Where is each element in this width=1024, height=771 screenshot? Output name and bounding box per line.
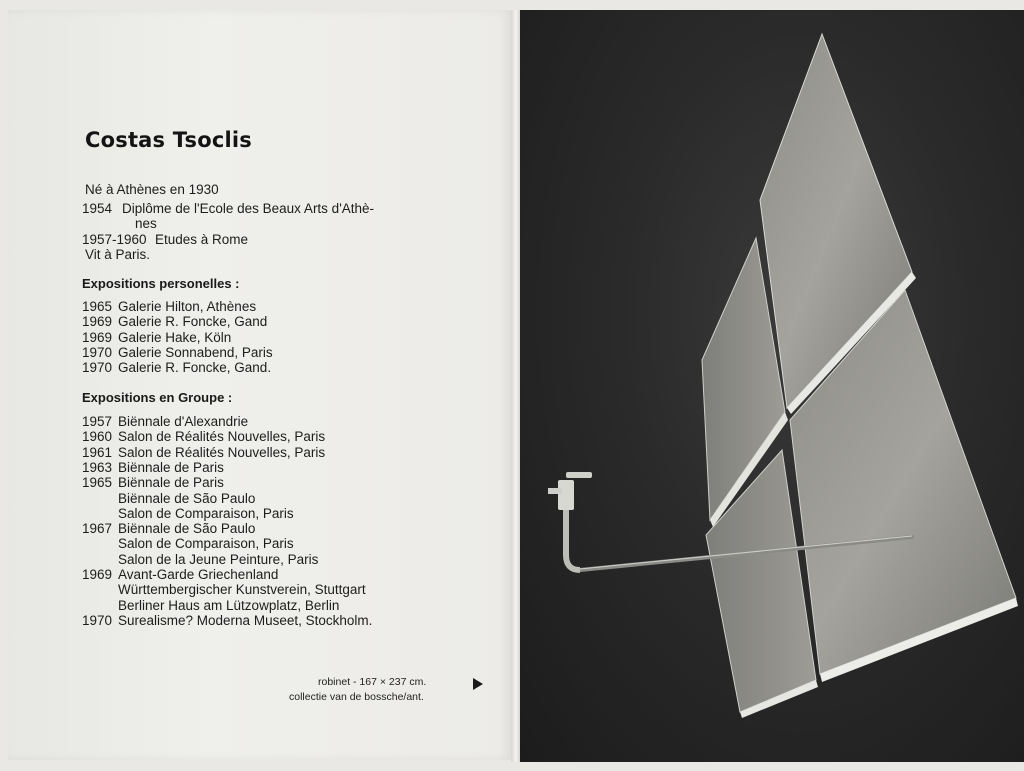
group-year: 1960 xyxy=(82,429,113,445)
faucet-head xyxy=(558,480,574,510)
caption-collection: collectie van de bossche/ant. xyxy=(289,691,424,703)
left-page xyxy=(8,10,512,760)
sculpture-photo xyxy=(520,10,1024,762)
group-item: Salon de Réalités Nouvelles, Paris xyxy=(118,429,326,445)
group-item: Biënnale de Paris xyxy=(118,475,224,491)
artist-name: Costas Tsoclis xyxy=(85,128,252,152)
solo-item: Galerie Hake, Köln xyxy=(118,329,232,345)
bio-rome: Etudes à Rome xyxy=(155,232,249,247)
group-item: Biënnale de São Paulo xyxy=(118,490,256,506)
group-item: Biënnale de São Paulo xyxy=(118,521,256,537)
bio-diploma-year: 1954 xyxy=(82,201,113,216)
group-item: Berliner Haus am Lützowplatz, Berlin xyxy=(118,597,340,613)
group-item: Salon de Comparaison, Paris xyxy=(118,536,294,552)
group-item: Avant-Garde Griechenland xyxy=(118,567,279,582)
group-year: 1963 xyxy=(82,459,113,475)
group-year: 1957 xyxy=(82,414,113,429)
group-year: 1961 xyxy=(82,444,113,460)
group-year: 1970 xyxy=(82,612,113,628)
group-item: Biënnale de Paris xyxy=(118,459,224,475)
group-year: 1967 xyxy=(82,521,113,537)
bio-rome-year: 1957-1960 xyxy=(82,232,147,247)
solo-item: Galerie R. Foncke, Gand. xyxy=(118,360,272,376)
solo-year: 1970 xyxy=(82,344,113,360)
group-item: Salon de la Jeune Peinture, Paris xyxy=(118,551,319,567)
solo-year: 1969 xyxy=(82,329,113,345)
group-item: Württembergischer Kunstverein, Stuttgart xyxy=(118,582,366,598)
bio-diploma-cont: nes xyxy=(135,216,157,231)
caption-dimensions: robinet - 167 × 237 cm. xyxy=(318,676,427,688)
solo-year: 1970 xyxy=(82,360,113,376)
bio-born: Né à Athènes en 1930 xyxy=(85,182,219,197)
group-item: Salon de Réalités Nouvelles, Paris xyxy=(118,444,326,460)
play-icon xyxy=(473,678,483,690)
solo-item: Galerie R. Foncke, Gand xyxy=(118,314,268,330)
group-item: Salon de Comparaison, Paris xyxy=(118,505,294,521)
solo-year: 1969 xyxy=(82,314,113,330)
solo-item: Galerie Sonnabend, Paris xyxy=(118,344,273,360)
group-heading: Expositions en Groupe : xyxy=(82,390,233,405)
solo-item: Galerie Hilton, Athènes xyxy=(118,299,257,314)
solo-heading: Expositions personelles : xyxy=(82,276,240,291)
group-year: 1969 xyxy=(82,567,113,582)
group-year: 1965 xyxy=(82,475,113,491)
group-item: Biënnale d'Alexandrie xyxy=(118,414,249,429)
faucet-pipe xyxy=(566,510,580,570)
sculpture-svg xyxy=(520,10,1024,762)
group-item: Surealisme? Moderna Museet, Stockholm. xyxy=(118,612,373,628)
solo-year: 1965 xyxy=(82,299,113,314)
bio-lives: Vit à Paris. xyxy=(85,247,151,262)
bio-diploma: Diplôme de l'Ecole des Beaux Arts d'Athè- xyxy=(122,201,375,216)
